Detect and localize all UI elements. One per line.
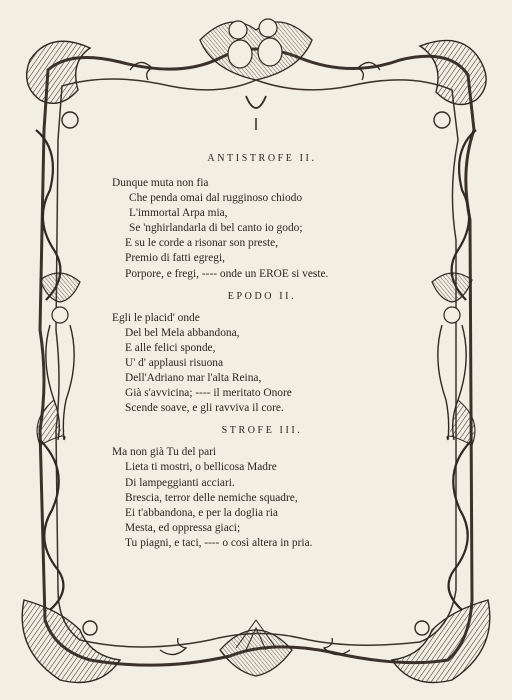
verse-line: E alle felici sponde, <box>125 341 216 354</box>
verse-line: U' d' applausi risuona <box>125 356 224 369</box>
verse-line: Scende soave, e gli ravviva il core. <box>125 402 284 415</box>
verse-line: Porpore, e fregi, ---- onde un EROE si veste. <box>125 267 329 280</box>
verse-line: Tu piagni, e taci, ---- o così altera in pria. <box>125 536 313 549</box>
verse-line: Che penda omai dal rugginoso chiodo <box>129 192 303 205</box>
antistrofe-stanza <box>112 176 412 282</box>
strofe-stanza <box>112 445 412 551</box>
verse-line: Se 'nghirlandarla di bel canto io godo; <box>129 222 303 235</box>
verse-line: Già s'avvicina; ---- il meritato Onore <box>125 387 292 400</box>
right-caryatid <box>432 273 475 445</box>
epodo-heading: EPODO II. <box>227 290 297 302</box>
cherubs-ornament <box>200 19 312 130</box>
bottom-shell-ornament <box>220 620 292 676</box>
verse-line: Di lampeggianti acciari. <box>125 476 235 489</box>
verse-line: Dunque muta non fia <box>112 177 209 189</box>
verse-line: Brescia, terror delle nemiche squadre, <box>125 491 298 504</box>
antistrofe-heading: ANTISTROFE II. <box>207 153 317 164</box>
poem-text-area <box>112 145 412 549</box>
verse-line: Dell'Adriano mar l'alta Reina, <box>125 372 262 385</box>
epodo-stanza <box>112 311 412 417</box>
verse-line: Egli le placid' onde <box>112 311 200 324</box>
verse-line: E su le corde a risonar son preste, <box>125 237 279 250</box>
verse-line: Ma non già Tu del pari <box>112 446 217 459</box>
verse-line: Del bel Mela abbandona, <box>125 326 240 339</box>
verse-line: Lieta ti mostri, o bellicosa Madre <box>125 461 277 474</box>
verse-line: Ei t'abbandona, e per la doglia ria <box>125 506 278 519</box>
verse-line: Mesta, ed oppressa giaci; <box>125 521 241 534</box>
verse-line: L'immortal Arpa mia, <box>129 207 228 220</box>
strofe-heading: STROFE III. <box>221 425 303 437</box>
verse-line: Premio di fatti egregi, <box>125 252 225 265</box>
